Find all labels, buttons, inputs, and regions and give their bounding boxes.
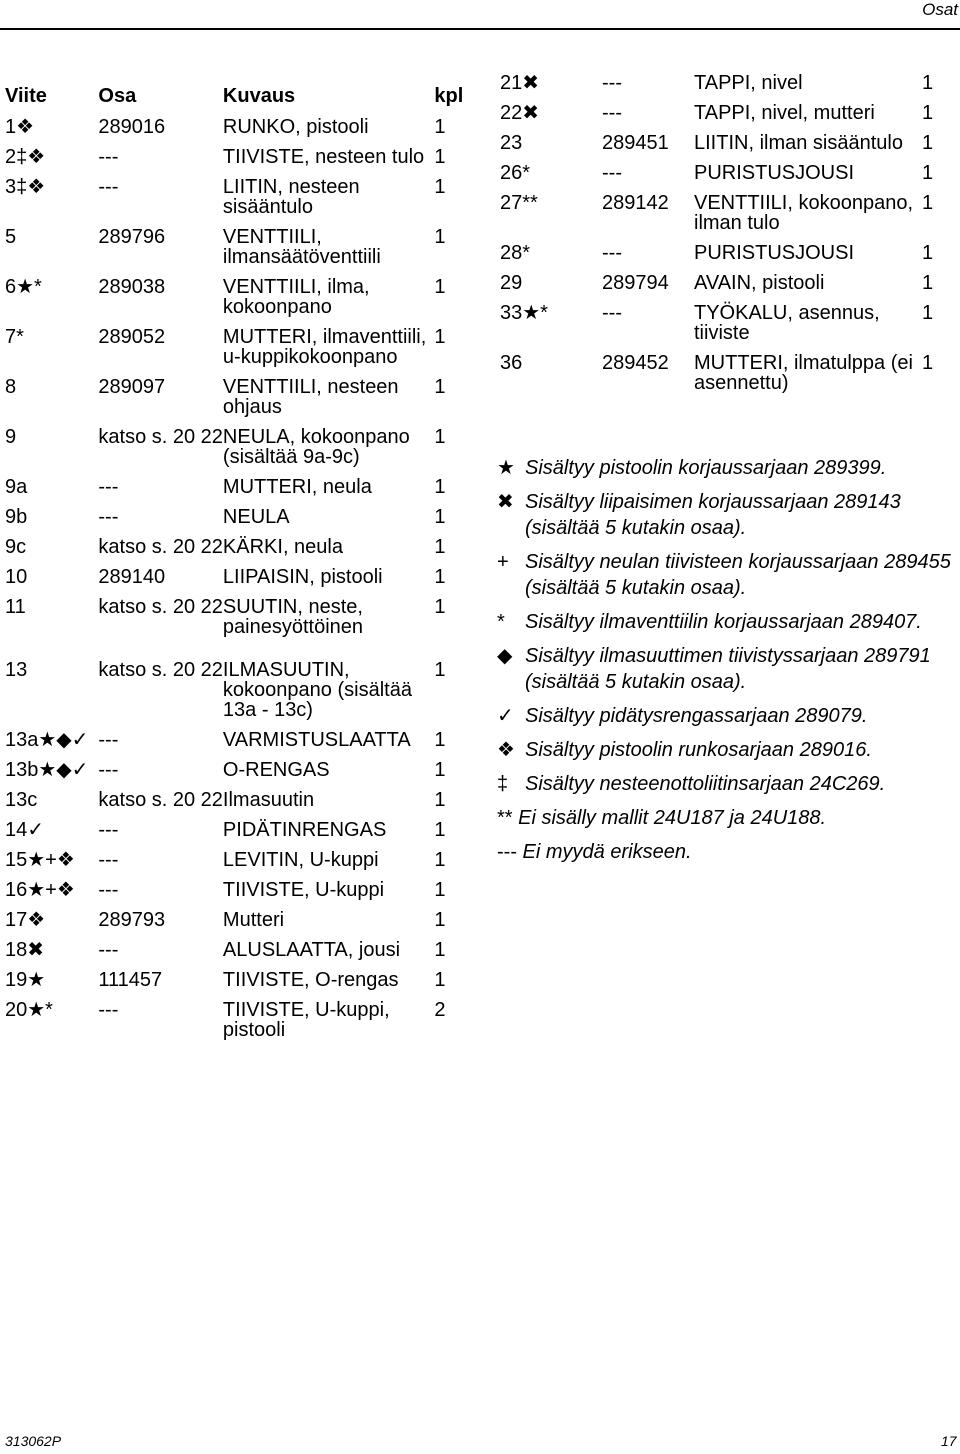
part-cell: 289451 <box>602 132 669 154</box>
ref-cell: 18✖ <box>5 939 45 961</box>
table-row <box>5 995 465 1045</box>
part-cell: --- <box>98 879 119 901</box>
part-cell: katso s. 20 22 <box>98 789 223 811</box>
header-ref: Viite <box>5 85 47 107</box>
table-row <box>5 142 465 172</box>
legend-item <box>497 549 957 601</box>
part-cell: --- <box>98 506 119 528</box>
legend-text: Ei myydä erikseen. <box>522 841 692 863</box>
description-cell: PIDÄTINRENGAS <box>222 819 387 841</box>
ref-cell: 17❖ <box>5 909 46 931</box>
ref-cell: 23 <box>500 132 523 154</box>
description-cell: TIIVISTE, U-kuppi, pistooli <box>222 999 390 1041</box>
ref-cell: 9b <box>5 506 28 528</box>
legend-symbol: ◆ <box>497 645 513 667</box>
part-cell: --- <box>98 849 119 871</box>
legend-item <box>497 643 957 695</box>
quantity-cell: 1 <box>434 969 446 991</box>
quantity-cell: 1 <box>922 132 934 154</box>
description-cell: ILMASUUTIN, kokoonpano (sisältää 13a - 13c) <box>222 659 412 721</box>
quantity-cell: 1 <box>434 226 446 248</box>
ref-cell: 13a★◆✓ <box>5 729 89 751</box>
description-cell: VENTTIILI, ilma, kokoonpano <box>222 276 370 318</box>
quantity-cell: 1 <box>434 879 446 901</box>
description-cell: O-RENGAS <box>222 759 330 781</box>
table-row <box>5 322 465 372</box>
ref-cell: 9a <box>5 476 28 498</box>
quantity-cell: 1 <box>434 566 446 588</box>
ref-cell: 13c <box>5 789 38 811</box>
header-rule <box>0 28 960 30</box>
ref-cell: 7* <box>5 326 24 348</box>
part-cell: --- <box>602 102 622 124</box>
table-row <box>5 532 465 562</box>
table-row <box>500 268 945 298</box>
table-row <box>500 188 945 238</box>
part-cell: --- <box>98 729 119 751</box>
description-cell: Ilmasuutin <box>222 789 315 811</box>
legend-item <box>497 703 957 729</box>
quantity-cell: 1 <box>434 426 446 448</box>
header-part: Osa <box>98 85 137 107</box>
legend-symbol: ❖ <box>497 739 515 761</box>
legend-item <box>497 489 957 541</box>
part-cell: --- <box>98 176 119 198</box>
ref-cell: 33★* <box>500 302 548 324</box>
part-cell: katso s. 20 22 <box>98 536 223 558</box>
legend-text: Sisältyy nesteenottoliitinsarjaan 24C269. <box>525 773 886 795</box>
ref-cell: 10 <box>5 566 28 588</box>
legend-text: Ei sisälly mallit 24U187 ja 24U188. <box>518 807 827 829</box>
description-cell: PURISTUSJOUSI <box>694 242 855 264</box>
description-cell: MUTTERI, ilmaventtiili, u-kuppikokoonpano <box>222 326 427 368</box>
quantity-cell: 1 <box>434 596 446 618</box>
table-row <box>5 592 465 655</box>
part-cell: --- <box>602 242 622 264</box>
table-row <box>500 158 945 188</box>
section-label: Osat <box>922 0 958 19</box>
quantity-cell: 1 <box>434 176 446 198</box>
quantity-cell: 1 <box>434 729 446 751</box>
part-cell: --- <box>98 819 119 841</box>
description-cell: TAPPI, nivel <box>694 72 803 94</box>
legend-symbol: ‡ <box>497 773 509 795</box>
legend-item <box>497 771 957 797</box>
description-cell: VENTTIILI, nesteen ohjaus <box>222 376 399 418</box>
legend-item <box>497 737 957 763</box>
quantity-cell: 1 <box>434 146 446 168</box>
part-cell: 289796 <box>98 226 166 248</box>
part-cell: --- <box>602 302 622 324</box>
description-cell: MUTTERI, neula <box>222 476 372 498</box>
ref-cell: 9c <box>5 536 27 558</box>
table-row <box>500 348 945 398</box>
legend-text: Sisältyy ilmaventtiilin korjaussarjaan 289407. <box>525 611 922 633</box>
document-number: 313062P <box>5 1433 62 1449</box>
quantity-cell: 1 <box>434 276 446 298</box>
table-row <box>5 222 465 272</box>
legend-text: Sisältyy pistoolin korjaussarjaan 289399. <box>525 457 887 479</box>
table-row <box>500 128 945 158</box>
description-cell: TIIVISTE, O-rengas <box>222 969 399 991</box>
description-cell: TIIVISTE, nesteen tulo <box>222 146 425 168</box>
ref-cell: 5 <box>5 226 17 248</box>
description-cell: PURISTUSJOUSI <box>694 162 855 184</box>
part-cell: 289016 <box>98 116 166 138</box>
table-row <box>500 298 945 348</box>
description-cell: TAPPI, nivel, mutteri <box>694 102 875 124</box>
legend-symbol: --- <box>497 841 517 863</box>
description-cell: Mutteri <box>222 909 285 931</box>
table-row <box>5 905 465 935</box>
legend-text: Sisältyy ilmasuuttimen tiivistyssarjaan 289791 (sisältää 5 kutakin osaa). <box>525 645 931 693</box>
table-row <box>500 68 945 98</box>
legend-symbol: ✖ <box>497 491 514 513</box>
parts-table-right <box>500 68 945 398</box>
description-cell: RUNKO, pistooli <box>222 116 369 138</box>
quantity-cell: 1 <box>434 849 446 871</box>
legend-symbol: ✓ <box>497 705 514 727</box>
table-row <box>5 965 465 995</box>
parts-table-left <box>5 72 465 1045</box>
table-row <box>5 875 465 905</box>
ref-cell: 21✖ <box>500 72 540 94</box>
ref-cell: 26* <box>500 162 531 184</box>
table-row <box>5 272 465 322</box>
part-cell: --- <box>602 162 622 184</box>
ref-cell: 22✖ <box>500 102 540 124</box>
part-cell: katso s. 20 22 <box>98 426 223 448</box>
ref-cell: 9 <box>5 426 17 448</box>
quantity-cell: 1 <box>434 506 446 528</box>
description-cell: LIITIN, ilman sisääntulo <box>694 132 903 154</box>
part-cell: 289452 <box>602 352 669 374</box>
table-row <box>5 655 465 725</box>
ref-cell: 13 <box>5 659 28 681</box>
description-cell: NEULA, kokoonpano (sisältää 9a-9c) <box>222 426 410 468</box>
table-row <box>5 815 465 845</box>
quantity-cell: 1 <box>922 162 934 184</box>
legend-text: Sisältyy pidätysrengassarjaan 289079. <box>525 705 868 727</box>
part-cell: katso s. 20 22 <box>98 596 223 618</box>
part-cell: 289794 <box>602 272 669 294</box>
legend-symbol: * <box>497 611 505 633</box>
part-cell: 289038 <box>98 276 166 298</box>
quantity-cell: 2 <box>434 999 446 1021</box>
table-header-row <box>5 72 465 112</box>
description-cell: LIIPAISIN, pistooli <box>222 566 383 588</box>
description-cell: VENTTIILI, kokoonpano, ilman tulo <box>694 192 914 234</box>
ref-cell: 20★* <box>5 999 53 1021</box>
ref-cell: 8 <box>5 376 17 398</box>
table-row <box>5 562 465 592</box>
table-row <box>500 98 945 128</box>
legend-text: Sisältyy liipaisimen korjaussarjaan 289143 (sisältää 5 kutakin osaa). <box>525 491 901 539</box>
table-row <box>5 845 465 875</box>
part-cell: 289140 <box>98 566 166 588</box>
quantity-cell: 1 <box>922 272 934 294</box>
description-cell: SUUTIN, neste, painesyöttöinen <box>222 596 364 638</box>
ref-cell: 16★+❖ <box>5 879 75 901</box>
legend-symbol: + <box>497 551 509 573</box>
quantity-cell: 1 <box>434 116 446 138</box>
quantity-cell: 1 <box>434 659 446 681</box>
header-desc: Kuvaus <box>222 85 296 107</box>
legend-item <box>497 805 957 831</box>
quantity-cell: 1 <box>922 352 934 374</box>
quantity-cell: 1 <box>922 242 934 264</box>
part-cell: --- <box>602 72 622 94</box>
quantity-cell: 1 <box>434 476 446 498</box>
part-cell: 289097 <box>98 376 166 398</box>
ref-cell: 14✓ <box>5 819 45 841</box>
part-cell: --- <box>98 476 119 498</box>
ref-cell: 28* <box>500 242 531 264</box>
legend-text: Sisältyy pistoolin runkosarjaan 289016. <box>525 739 872 761</box>
table-row <box>5 422 465 472</box>
table-row <box>500 238 945 268</box>
legend-item <box>497 609 957 635</box>
quantity-cell: 1 <box>922 192 934 214</box>
description-cell: VENTTIILI, ilmansäätöventtiili <box>222 226 381 268</box>
quantity-cell: 1 <box>434 536 446 558</box>
part-cell: --- <box>98 146 119 168</box>
description-cell: AVAIN, pistooli <box>694 272 825 294</box>
ref-cell: 2‡❖ <box>5 146 46 168</box>
page-number: 17 <box>941 1433 957 1449</box>
table-row <box>5 502 465 532</box>
table-row <box>5 112 465 142</box>
quantity-cell: 1 <box>922 72 934 94</box>
description-cell: KÄRKI, neula <box>222 536 343 558</box>
part-cell: 289142 <box>602 192 669 214</box>
legend-text: Sisältyy neulan tiivisteen korjaussarjaan 289455 (sisältää 5 kutakin osaa). <box>525 551 951 599</box>
part-cell: 289793 <box>98 909 166 931</box>
table-row <box>5 172 465 222</box>
legend-item <box>497 455 957 481</box>
description-cell: TIIVISTE, U-kuppi <box>222 879 385 901</box>
description-cell: ALUSLAATTA, jousi <box>222 939 401 961</box>
ref-cell: 29 <box>500 272 523 294</box>
quantity-cell: 1 <box>434 326 446 348</box>
quantity-cell: 1 <box>922 302 934 324</box>
symbol-legend <box>497 455 957 873</box>
table-row <box>5 725 465 755</box>
ref-cell: 36 <box>500 352 523 374</box>
part-cell: --- <box>98 999 119 1021</box>
description-cell: TYÖKALU, asennus, tiiviste <box>694 302 880 344</box>
description-cell: LEVITIN, U-kuppi <box>222 849 379 871</box>
quantity-cell: 1 <box>434 376 446 398</box>
table-row <box>5 372 465 422</box>
table-row <box>5 785 465 815</box>
ref-cell: 3‡❖ <box>5 176 46 198</box>
quantity-cell: 1 <box>434 909 446 931</box>
ref-cell: 13b★◆✓ <box>5 759 89 781</box>
table-row <box>5 755 465 785</box>
part-cell: katso s. 20 22 <box>98 659 223 681</box>
part-cell: --- <box>98 759 119 781</box>
legend-symbol: ★ <box>497 457 515 479</box>
ref-cell: 15★+❖ <box>5 849 75 871</box>
ref-cell: 1❖ <box>5 116 35 138</box>
quantity-cell: 1 <box>434 789 446 811</box>
description-cell: MUTTERI, ilmatulppa (ei asennettu) <box>694 352 913 394</box>
description-cell: LIITIN, nesteen sisääntulo <box>222 176 360 218</box>
quantity-cell: 1 <box>922 102 934 124</box>
ref-cell: 11 <box>5 596 26 618</box>
ref-cell: 19★ <box>5 969 46 991</box>
part-cell: --- <box>98 939 119 961</box>
part-cell: 111457 <box>98 969 163 991</box>
ref-cell: 6★* <box>5 276 42 298</box>
quantity-cell: 1 <box>434 939 446 961</box>
legend-symbol: ** <box>497 807 513 829</box>
description-cell: NEULA <box>222 506 290 528</box>
description-cell: VARMISTUSLAATTA <box>222 729 411 751</box>
legend-item <box>497 839 957 865</box>
ref-cell: 27** <box>500 192 538 214</box>
table-row <box>5 935 465 965</box>
quantity-cell: 1 <box>434 759 446 781</box>
header-qty: kpl <box>434 85 464 107</box>
quantity-cell: 1 <box>434 819 446 841</box>
table-row <box>5 472 465 502</box>
part-cell: 289052 <box>98 326 166 348</box>
